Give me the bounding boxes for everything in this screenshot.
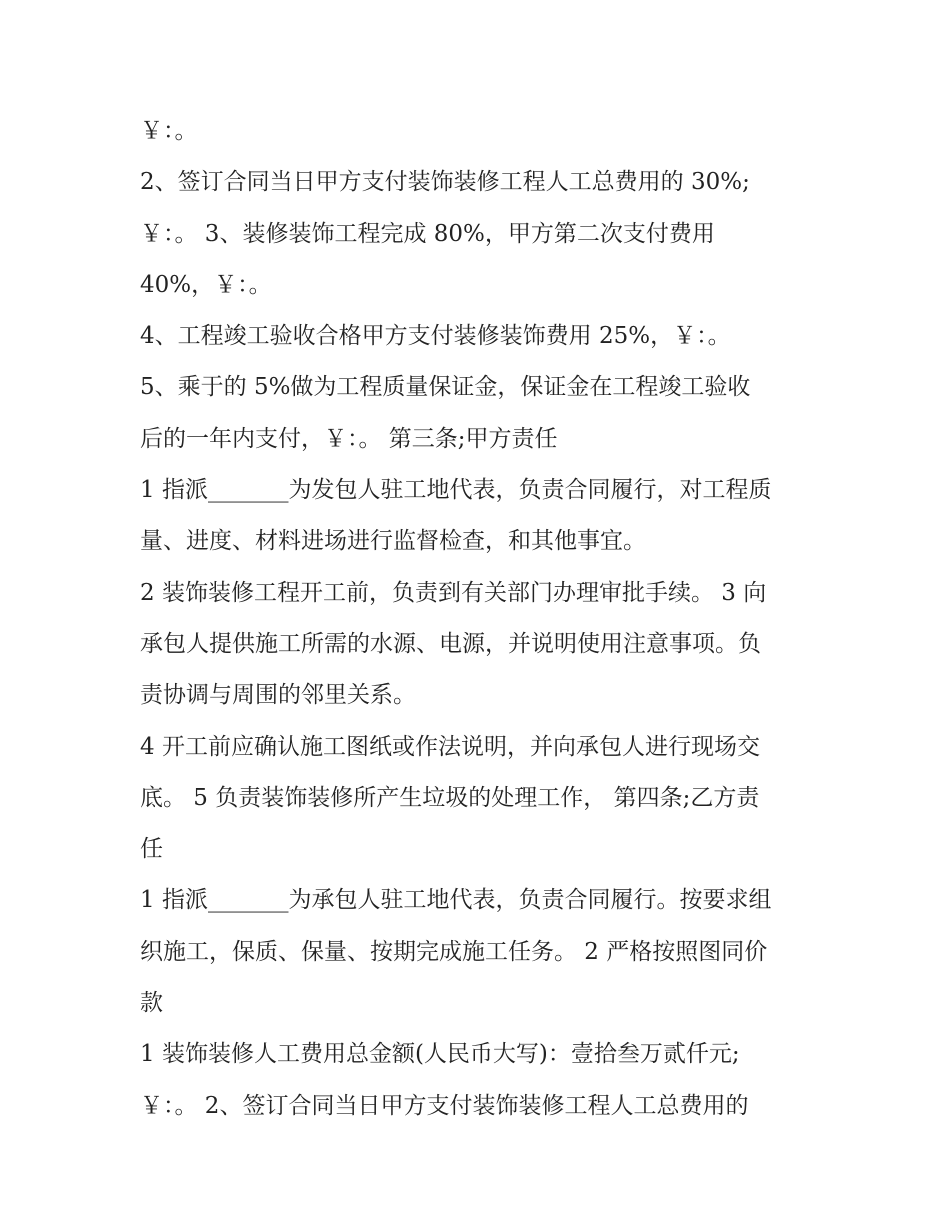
text-line: ￥：。 3、装修装饰工程完成 80%，甲方第二次支付费用	[140, 220, 715, 247]
text-line: ￥：。	[140, 118, 198, 144]
text-line: 1 装饰装修人工费用总金额(人民币大写)：壹拾叁万贰仟元;	[140, 1041, 740, 1068]
text-line: 2 装饰装修工程开工前，负责到有关部门办理审批手续。 3 向	[140, 579, 767, 606]
contract-body-text	[140, 106, 820, 1132]
text-line: 2、签订合同当日甲方支付装饰装修工程人工总费用的 30%;	[140, 169, 750, 196]
text-line: 量、进度、材料进场进行监督检查，和其他事宜。	[140, 528, 646, 555]
text-line: 底。 5 负责装饰装修所产生垃圾的处理工作， 第四条;乙方责	[140, 784, 760, 811]
text-line: 5、乘于的 5%做为工程质量保证金，保证金在工程竣工验收	[140, 374, 751, 401]
text-line: 4 开工前应确认施工图纸或作法说明，并向承包人进行现场交	[140, 733, 760, 760]
text-line: 承包人提供施工所需的水源、电源，并说明使用注意事项。负	[140, 630, 761, 657]
text-line: 1 指派_______为承包人驻工地代表，负责合同履行。按要求组	[140, 887, 772, 914]
text-line: 后的一年内支付，￥：。 第三条;甲方责任	[140, 425, 558, 452]
text-line: 4、工程竣工验收合格甲方支付装修装饰费用 25%，￥：。	[140, 323, 731, 350]
text-line: 任	[140, 836, 163, 863]
text-line: 款	[140, 990, 163, 1017]
text-line: 40%，￥：。	[140, 271, 272, 298]
text-line: ￥：。 2、签订合同当日甲方支付装饰装修工程人工总费用的	[140, 1092, 749, 1119]
text-line: 责协调与周围的邻里关系。	[140, 682, 416, 709]
text-line: 织施工，保质、保量、按期完成施工任务。 2 严格按照图同价	[140, 938, 768, 965]
text-line: 1 指派_______为发包人驻工地代表，负责合同履行，对工程质	[140, 477, 772, 504]
